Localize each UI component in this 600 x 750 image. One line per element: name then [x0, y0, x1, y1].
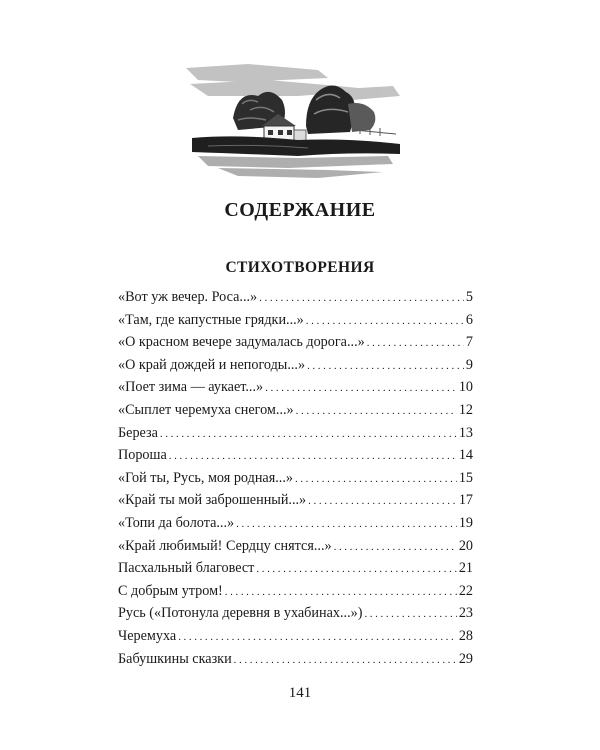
- toc-entry-title: Береза: [118, 424, 158, 441]
- toc-entry-title: «Поет зима — аукает...»: [118, 379, 264, 396]
- dot-leader: [178, 626, 457, 649]
- toc-entry[interactable]: [118, 602, 473, 625]
- toc-entry[interactable]: [118, 376, 473, 399]
- toc-entry-title: Русь («Потонула деревня в ухабинах...»): [118, 605, 363, 622]
- meadow-wash: [198, 156, 393, 178]
- toc-entry[interactable]: [118, 489, 473, 512]
- toc-entry-title: «Край ты мой заброшенный...»: [118, 492, 307, 509]
- dot-leader: [256, 558, 456, 581]
- fence: [354, 126, 396, 136]
- dot-leader: [308, 490, 457, 513]
- toc-entry-page: 6: [465, 311, 473, 328]
- toc-entry-title: Пасхальный благовест: [118, 560, 255, 577]
- dot-leader: [234, 649, 457, 672]
- toc-entry[interactable]: [118, 309, 473, 332]
- dot-leader: [364, 603, 456, 626]
- sky-wash: [186, 64, 400, 100]
- section-title: СТИХОТВОРЕНИЯ: [225, 259, 375, 276]
- toc-entry-page: 28: [458, 627, 473, 644]
- toc-entry[interactable]: [118, 399, 473, 422]
- toc-entry-title: «О красном вечере задумалась дорога...»: [118, 334, 365, 351]
- toc-entry-title: «Сыплет черемуха снегом...»: [118, 401, 294, 418]
- toc-entry-title: Черемуха: [118, 627, 177, 644]
- toc-entry[interactable]: [118, 331, 473, 354]
- dot-leader: [160, 423, 457, 446]
- toc-entry-title: Бабушкины сказки: [118, 650, 232, 667]
- toc-entry[interactable]: [118, 535, 473, 558]
- toc-entry-title: «Край любимый! Сердцу снятся...»: [118, 537, 332, 554]
- dot-leader: [259, 287, 464, 310]
- toc-entry[interactable]: [118, 512, 473, 535]
- toc-entry-page: 9: [465, 356, 473, 373]
- toc-entry-title: «О край дождей и непогоды...»: [118, 356, 306, 373]
- toc-entry-page: 14: [458, 447, 473, 464]
- toc-entry[interactable]: [118, 286, 473, 309]
- toc-entry-page: 5: [465, 289, 473, 305]
- toc-entry-page: 10: [458, 379, 473, 396]
- toc-entry-title: «Там, где капустные грядки...»: [118, 311, 304, 328]
- dot-leader: [225, 581, 457, 604]
- toc-entry-page: 15: [458, 469, 473, 486]
- toc-entry-title: «Гой ты, Русь, моя родная...»: [118, 469, 293, 486]
- page-number: 141: [288, 685, 312, 701]
- toc-entry-page: 13: [458, 424, 473, 441]
- toc-entry-page: 12: [458, 401, 473, 418]
- toc-entry-page: 21: [458, 560, 473, 577]
- toc-entry-page: 7: [465, 334, 473, 351]
- toc-entry[interactable]: [118, 444, 473, 467]
- toc-entry-page: 20: [458, 537, 473, 554]
- toc-entry[interactable]: [118, 648, 473, 671]
- table-of-contents: [118, 286, 473, 670]
- toc-entry-page: 22: [458, 582, 473, 599]
- dot-leader: [306, 310, 464, 333]
- toc-entry[interactable]: [118, 467, 473, 490]
- toc-entry[interactable]: [118, 354, 473, 377]
- dot-leader: [367, 332, 464, 355]
- toc-entry[interactable]: [118, 625, 473, 648]
- toc-entry-title: «Вот уж вечер. Роса...»: [118, 289, 258, 305]
- dot-leader: [169, 445, 457, 468]
- dot-leader: [334, 536, 457, 559]
- toc-entry-page: 19: [458, 514, 473, 531]
- toc-entry-title: С добрым утром!: [118, 582, 223, 599]
- toc-entry[interactable]: [118, 580, 473, 603]
- dot-leader: [307, 355, 464, 378]
- dot-leader: [295, 468, 457, 491]
- dot-leader: [265, 377, 457, 400]
- toc-entry-page: 23: [458, 605, 473, 622]
- page-title: СОДЕРЖАНИЕ: [224, 199, 376, 221]
- toc-entry-title: «Топи да болота...»: [118, 514, 235, 531]
- village-landscape-illustration: [178, 60, 408, 180]
- dot-leader: [236, 513, 457, 536]
- toc-entry-page: 29: [458, 650, 473, 667]
- toc-entry-title: Пороша: [118, 447, 167, 464]
- toc-entry[interactable]: [118, 422, 473, 445]
- toc-entry[interactable]: [118, 557, 473, 580]
- dot-leader: [296, 400, 457, 423]
- toc-entry-page: 17: [458, 492, 473, 509]
